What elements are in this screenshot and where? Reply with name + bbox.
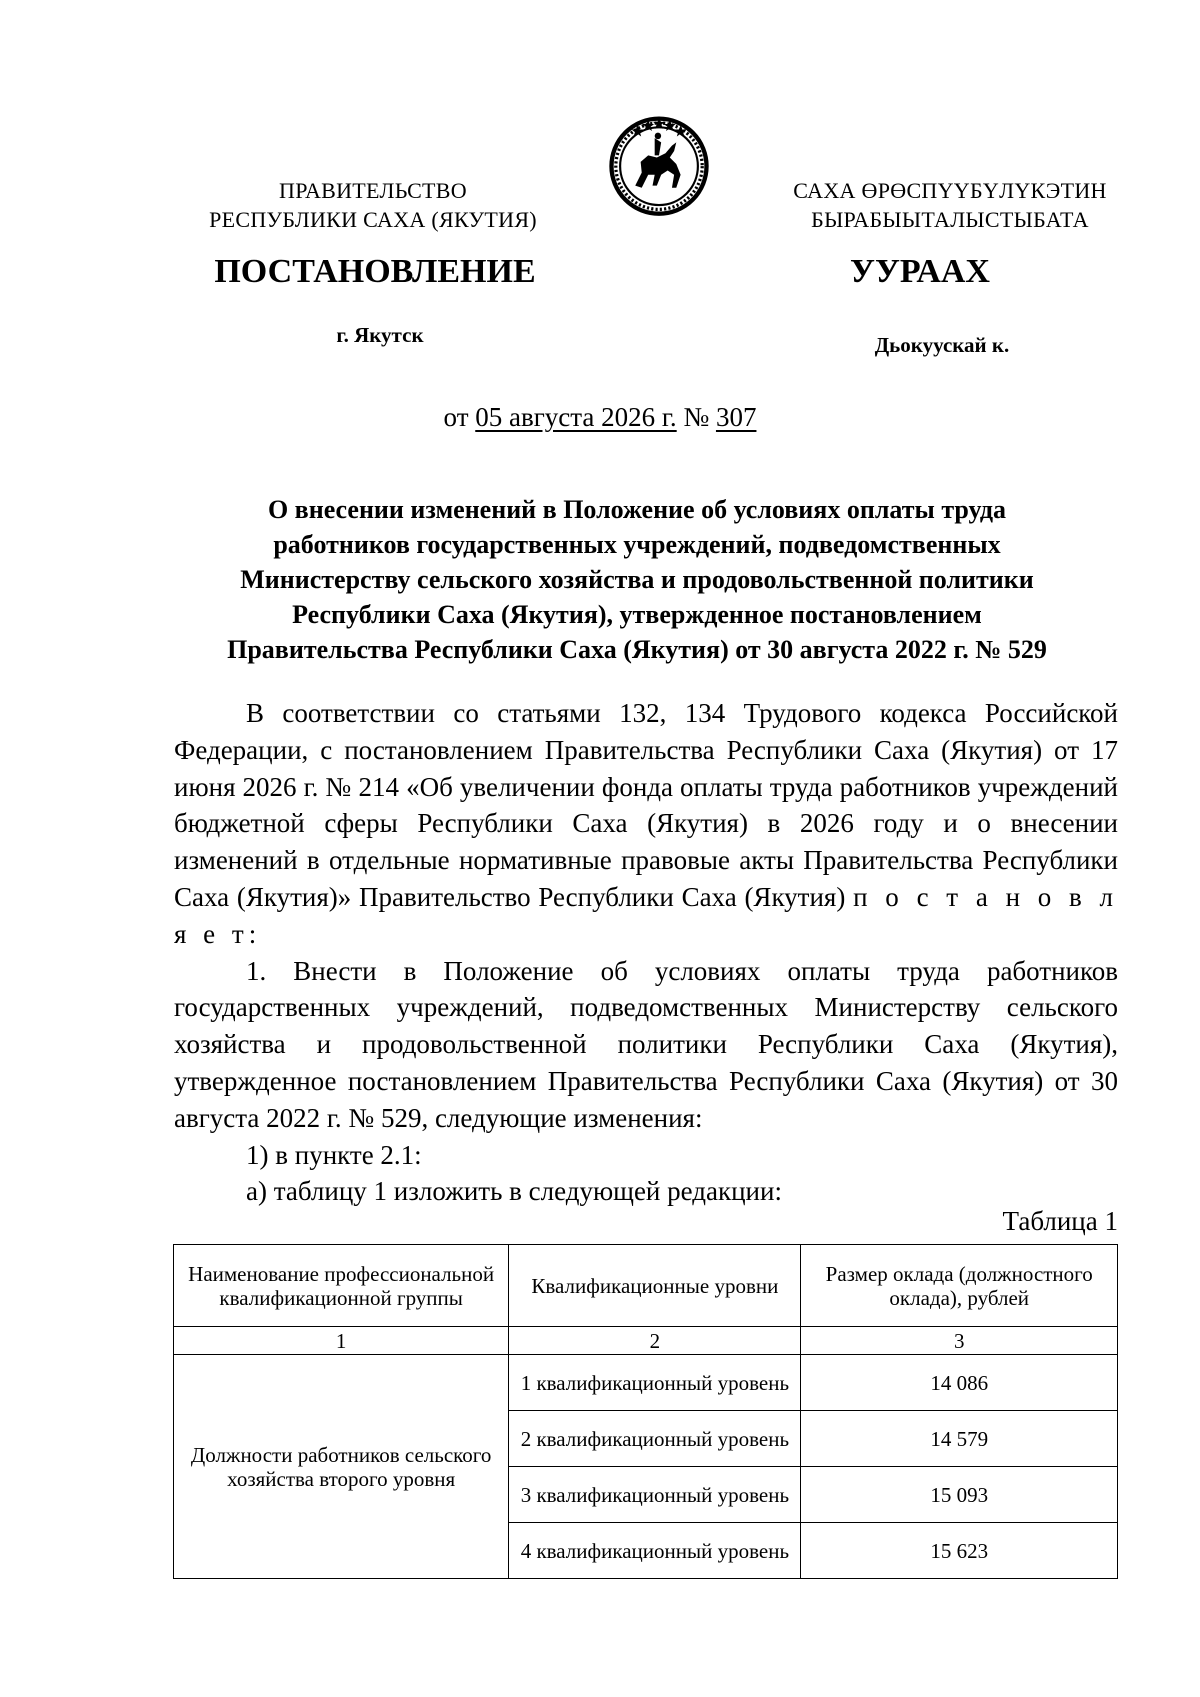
title-line: Правительства Республики Саха (Якутия) от 30 августа 2022 г. № 529 [227, 635, 1047, 664]
level-cell: 1 квалификационный уровень [509, 1355, 801, 1411]
header-sakha-line2: БЫРАБЫЫТАЛЫСТЫБАТА [811, 207, 1089, 232]
group-name-cell: Должности работников сельского хозяйства второго уровня [174, 1355, 509, 1579]
table-label: Таблица 1 [1002, 1206, 1118, 1236]
header-sakha [740, 176, 1160, 234]
level-cell: 2 квалификационный уровень [509, 1411, 801, 1467]
subclause-paragraph: 1) в пункте 2.1: [246, 1139, 422, 1170]
city-sakha: Дьокуускай к. [874, 333, 1010, 357]
subclause-a-paragraph: а) таблицу 1 изложить в следующей редакции: [246, 1176, 782, 1207]
header-cell: Размер оклада (должностного оклада), рублей [801, 1245, 1118, 1327]
salary-table [173, 1244, 1118, 1579]
coat-of-arms-emblem [605, 110, 713, 218]
salary-cell: 14 579 [801, 1411, 1118, 1467]
city-ru: г. Якутск [336, 323, 424, 347]
salary-cell: 15 623 [801, 1523, 1118, 1579]
header-ru [163, 176, 583, 234]
level-cell: 4 квалификационный уровень [509, 1523, 801, 1579]
header-cell: Квалификационные уровни [509, 1245, 801, 1327]
column-number-row [174, 1327, 1118, 1355]
level-cell: 3 квалификационный уровень [509, 1467, 801, 1523]
title-line: работников государственных учреждений, подведомственных [273, 530, 1001, 559]
header-ru-line1: ПРАВИТЕЛЬСТВО [279, 178, 467, 203]
header-ru-line2: РЕСПУБЛИКИ САХА (ЯКУТИЯ) [209, 207, 537, 232]
number-sign: № [683, 402, 710, 432]
column-number-cell: 2 [509, 1327, 801, 1355]
column-number-cell: 1 [174, 1327, 509, 1355]
document-dateline [0, 402, 1200, 433]
dateline-prefix: от [443, 402, 469, 432]
header-sakha-line1: САХА ӨРӨСПҮҮБҮЛҮКЭТИН [793, 178, 1107, 203]
preamble-verb: п о с т а н о в л я е т: [174, 881, 1119, 949]
title-line: Республики Саха (Якутия), утвержденное постановлением [292, 600, 982, 629]
document-body [174, 695, 1118, 1210]
preamble-paragraph [174, 695, 1118, 953]
column-number-cell: 3 [801, 1327, 1118, 1355]
document-date: 05 августа 2026 г. [475, 402, 677, 432]
clause-1-paragraph: 1. Внести в Положение об условиях оплаты труда работников государственных учреждений, подведомственных Министерству сельского хозяйства и продовольственной политики Республики Саха (Якутия), утвержденное постановлением Правительства Республики Саха (Якутия) от 30 августа 2022 г. № 529, следующие изменения: [174, 955, 1118, 1133]
doctype-ru: ПОСТАНОВЛЕНИЕ [214, 253, 536, 290]
table-row [174, 1355, 1118, 1411]
document-title [160, 492, 1114, 667]
header-cell: Наименование профессиональной квалификационной группы [174, 1245, 509, 1327]
salary-cell: 14 086 [801, 1355, 1118, 1411]
title-line: О внесении изменений в Положение об условиях оплаты труда [267, 495, 1007, 524]
preamble-text: В соответствии со статьями 132, 134 Трудового кодекса Российской Федерации, с постановлением Правительства Республики Саха (Якутия) от 17 июня 2026 г. № 214 «Об увеличении фонда оплаты труда работников учреждений бюджетной сферы Республики Саха (Якутия) в 2026 году и о внесении изменений в отдельные нормативные правовые акты Правительства Республики Саха (Якутия)» Правительство Республики Саха (Якутия) [174, 698, 1118, 912]
title-line: Министерству сельского хозяйства и продовольственной политики [240, 565, 1034, 594]
document-number: 307 [715, 402, 757, 432]
salary-cell: 15 093 [801, 1467, 1118, 1523]
table-header-row [174, 1245, 1118, 1327]
doctype-sakha: УУРААХ [850, 253, 990, 290]
